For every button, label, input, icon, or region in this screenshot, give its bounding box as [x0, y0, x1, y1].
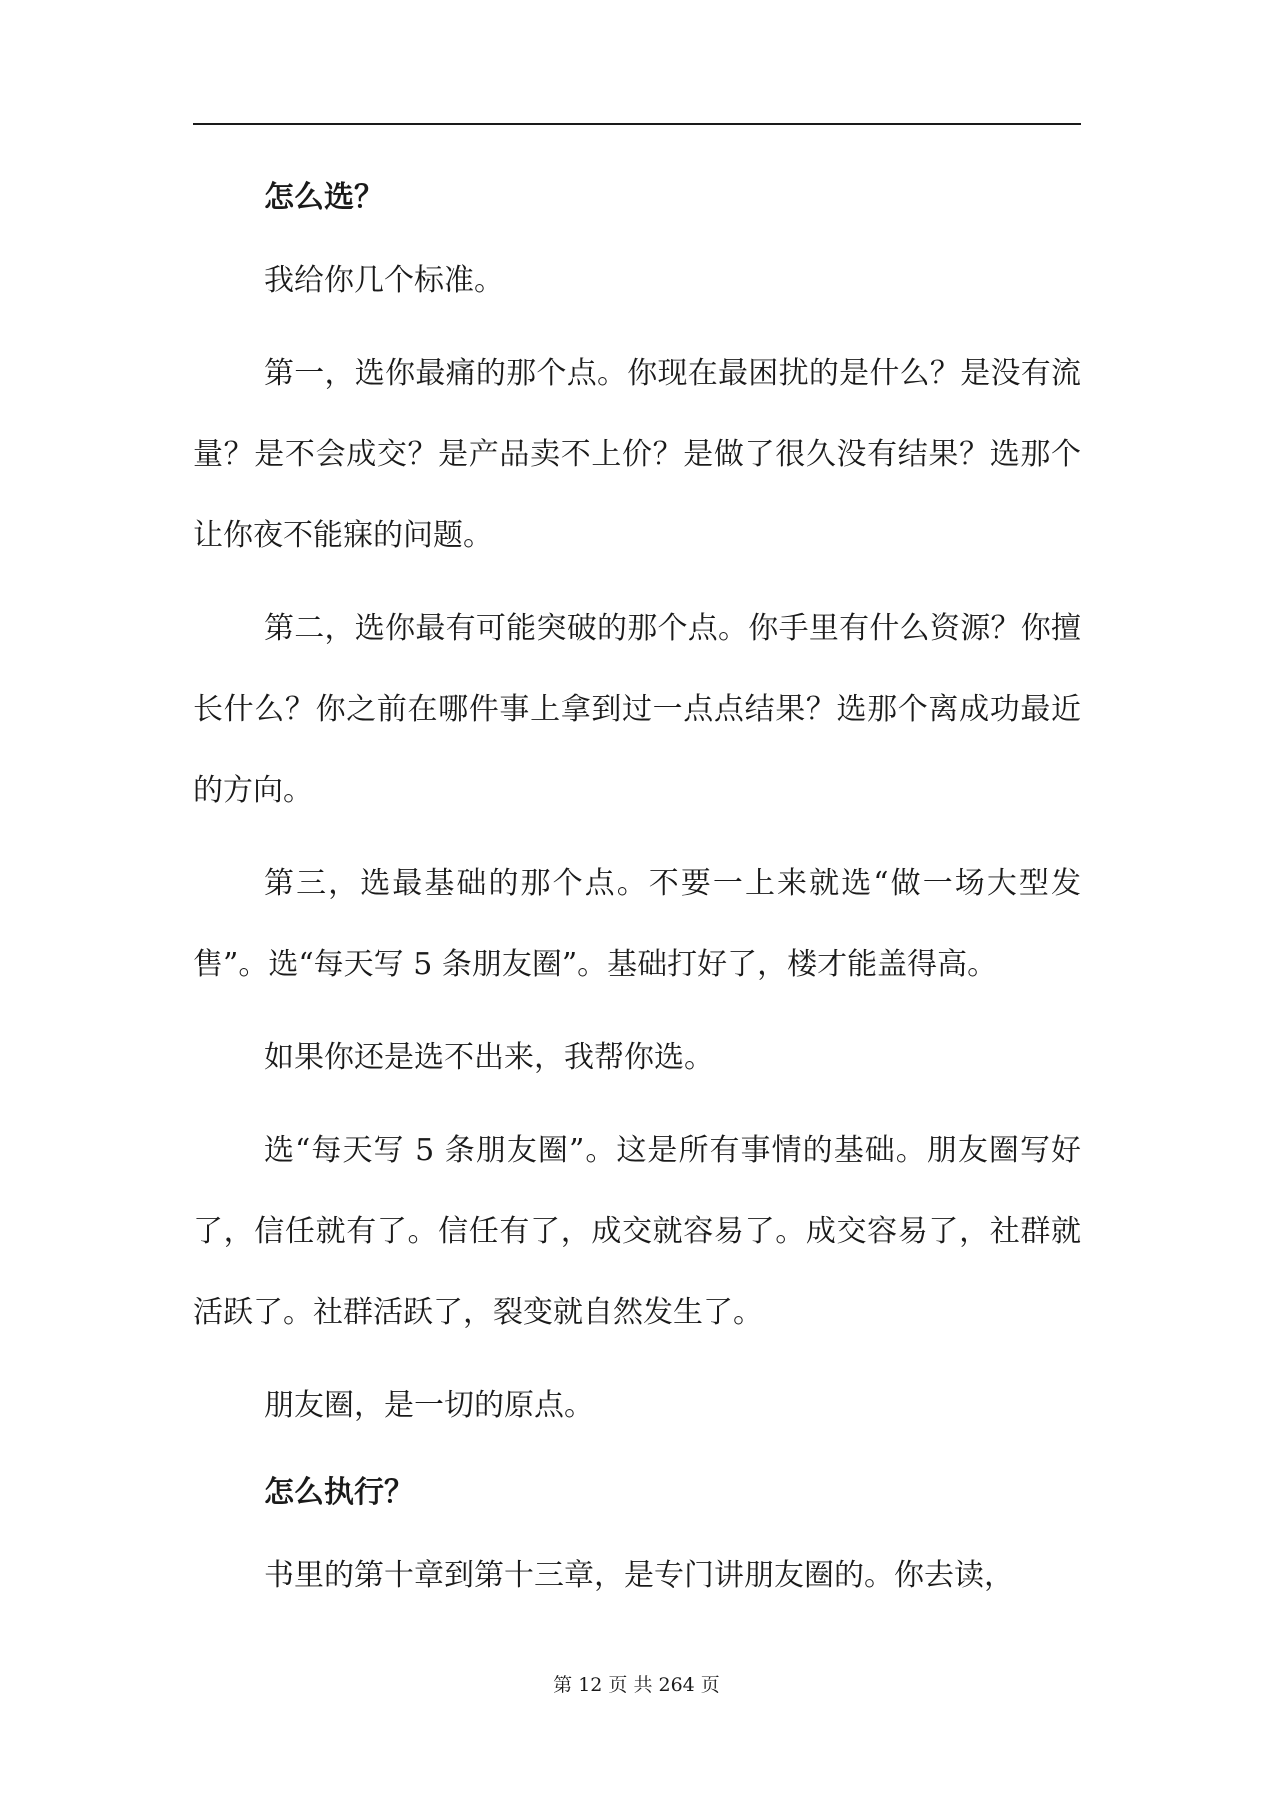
- paragraph: 朋友圈，是一切的原点。: [264, 1388, 594, 1423]
- page-number-footer: 第 12 页 共 264 页: [553, 1674, 720, 1696]
- paragraph: 我给你几个标准。: [264, 263, 504, 298]
- header-rule: [193, 123, 1081, 125]
- paragraph: 第二，选你最有可能突破的那个点。你手里有什么资源？你擅长什么？你之前在哪件事上拿到过一点点结果？选那个离成功最近的方向。: [193, 611, 1081, 808]
- paragraph: 第一，选你最痛的那个点。你现在最困扰的是什么？是没有流量？是不会成交？是产品卖不上价？是做了很久没有结果？选那个让你夜不能寐的问题。: [193, 356, 1081, 553]
- paragraph: 书里的第十章到第十三章，是专门讲朋友圈的。你去读，: [264, 1558, 1014, 1593]
- page-body: [193, 163, 1081, 1628]
- paragraph: 如果你还是选不出来，我帮你选。: [264, 1040, 714, 1075]
- section-heading-how-to-choose: 怎么选？: [264, 180, 384, 215]
- paragraph: 选“每天写 5 条朋友圈”。这是所有事情的基础。朋友圈写好了，信任就有了。信任有了，成交就容易了。成交容易了，社群就活跃了。社群活跃了，裂变就自然发生了。: [193, 1133, 1081, 1330]
- section-heading-how-to-execute: 怎么执行？: [264, 1475, 414, 1510]
- paragraph: 第三，选最基础的那个点。不要一上来就选“做一场大型发售”。选“每天写 5 条朋友圈”。基础打好了，楼才能盖得高。: [193, 866, 1081, 982]
